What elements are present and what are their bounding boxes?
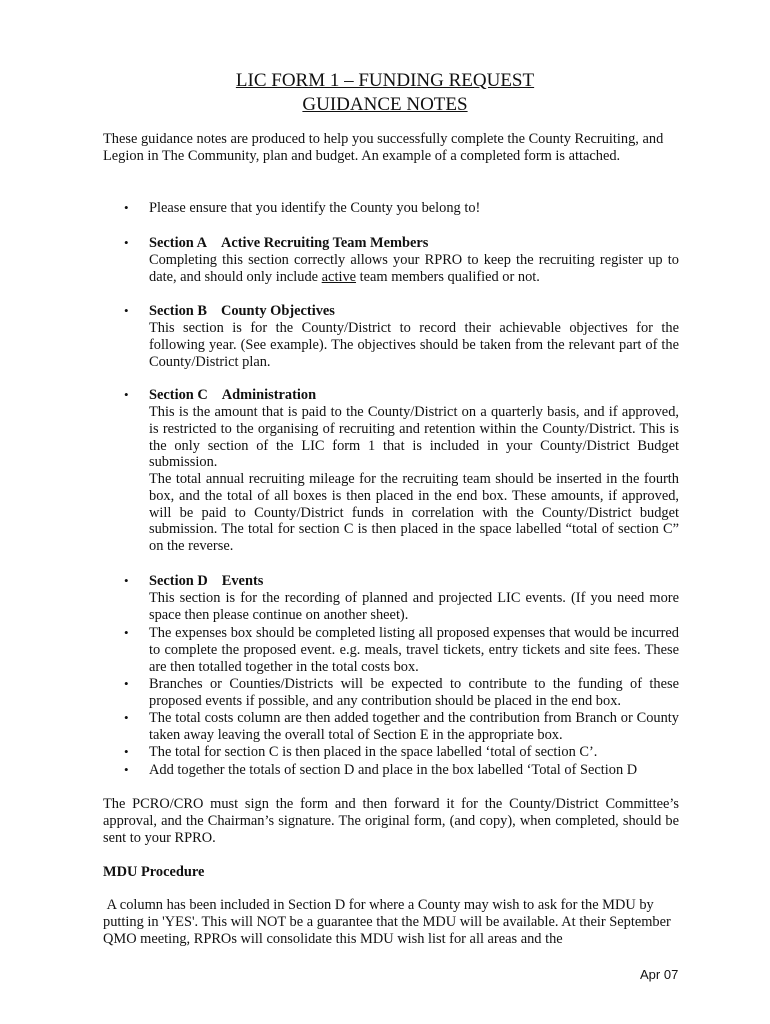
section-d-text: This section is for the recording of planned and projected LIC events. (If you need more space then please continue on another sheet). [149,590,679,623]
document-title: LIC FORM 1 – FUNDING REQUEST [235,70,535,91]
bullet-county: • [124,200,129,215]
document-subtitle: GUIDANCE NOTES [302,94,468,115]
section-c-text-2: The total annual recruiting mileage for the recruiting team should be inserted in the fourth box, and the total of all boxes is then placed in the end box. These amounts, if approved, will be paid to County/District funds in correlation with the County/District budget submission. The total for section C is then placed in the space labelled “total of section C” on the reverse. [149,471,679,555]
section-b-label: Section B [149,303,207,319]
bullet-section-d: • [124,573,129,588]
bullet-section-b: • [124,303,129,318]
section-b-text: This section is for the County/District to record their achievable objectives for the following year. (See example). The objectives should be taken from the relevant part of the County/District plan. [149,320,679,370]
section-c-text-1: This is the amount that is paid to the County/District on a quarterly basis, and if approved, is restricted to the organising of recruiting and retention within the County/District. This is the only section of the LIC form 1 that is included in your County/District Budget submission. [149,404,679,471]
section-d-bullet-3: The total costs column are then added together and the contribution from Branch or County taken away leaving the overall total of Section E in the appropriate box. [149,710,679,743]
section-d-label: Section D [149,573,208,589]
bullet-section-d-2: • [124,676,129,691]
county-note: Please ensure that you identify the County you belong to! [149,200,481,216]
section-c-label: Section C [149,387,208,403]
bullet-section-d-1: • [124,625,129,640]
bullet-section-a: • [124,235,129,250]
section-a-heading [149,235,679,252]
section-a-name: Active Recruiting Team Members [220,235,429,251]
section-d-bullet-2: Branches or Counties/Districts will be expected to contribute to the funding of these proposed events if possible, and any contribution should be placed in the end box. [149,676,679,709]
section-d-name: Events [221,573,264,589]
section-c-name: Administration [221,387,317,403]
section-a-text-before: Completing this section correctly allows your RPRO to keep the recruiting register up to date, and should only include [149,252,679,285]
bullet-section-d-4: • [124,744,129,759]
bullet-section-d-3: • [124,710,129,725]
signoff-paragraph: The PCRO/CRO must sign the form and then forward it for the County/District Committee’s approval, and the Chairman’s signature. The original form, (and copy), when completed, should be sent to your RPRO. [103,796,679,846]
section-d-bullet-1: The expenses box should be completed listing all proposed expenses that would be incurred to complete the proposed event. e.g. meals, travel tickets, entry tickets and site fees. These are then totalled together in the total costs box. [149,625,679,675]
section-a-text [149,252,679,286]
section-b-heading [149,303,679,320]
section-d-bullet-4: The total for section C is then placed in the space labelled ‘total of section C’. [149,744,598,760]
section-d-heading [149,573,679,590]
section-a-text-after: team members qualified or not. [359,268,540,285]
section-a-label: Section A [149,235,207,251]
mdu-heading: MDU Procedure [103,864,205,880]
section-b-name: County Objectives [220,303,335,319]
section-a-text-underlined: active [321,268,357,285]
page-footer-date: Apr 07 [640,967,679,982]
intro-paragraph: These guidance notes are produced to help you successfully complete the County Recruiting, and Legion in The Community, plan and budget. An example of a completed form is attached. [103,131,664,164]
bullet-section-c: • [124,387,129,402]
mdu-paragraph: A column has been included in Section D for where a County may wish to ask for the MDU by putting in 'YES'. This will NOT be a guarantee that the MDU will be available. At their September QMO meeting, RPROs will consolidate this MDU wish list for all areas and the [103,897,675,947]
section-d-bullet-5: Add together the totals of section D and place in the box labelled ‘Total of Section D [149,762,638,778]
bullet-section-d-5: • [124,762,129,777]
section-c-heading [149,387,679,404]
